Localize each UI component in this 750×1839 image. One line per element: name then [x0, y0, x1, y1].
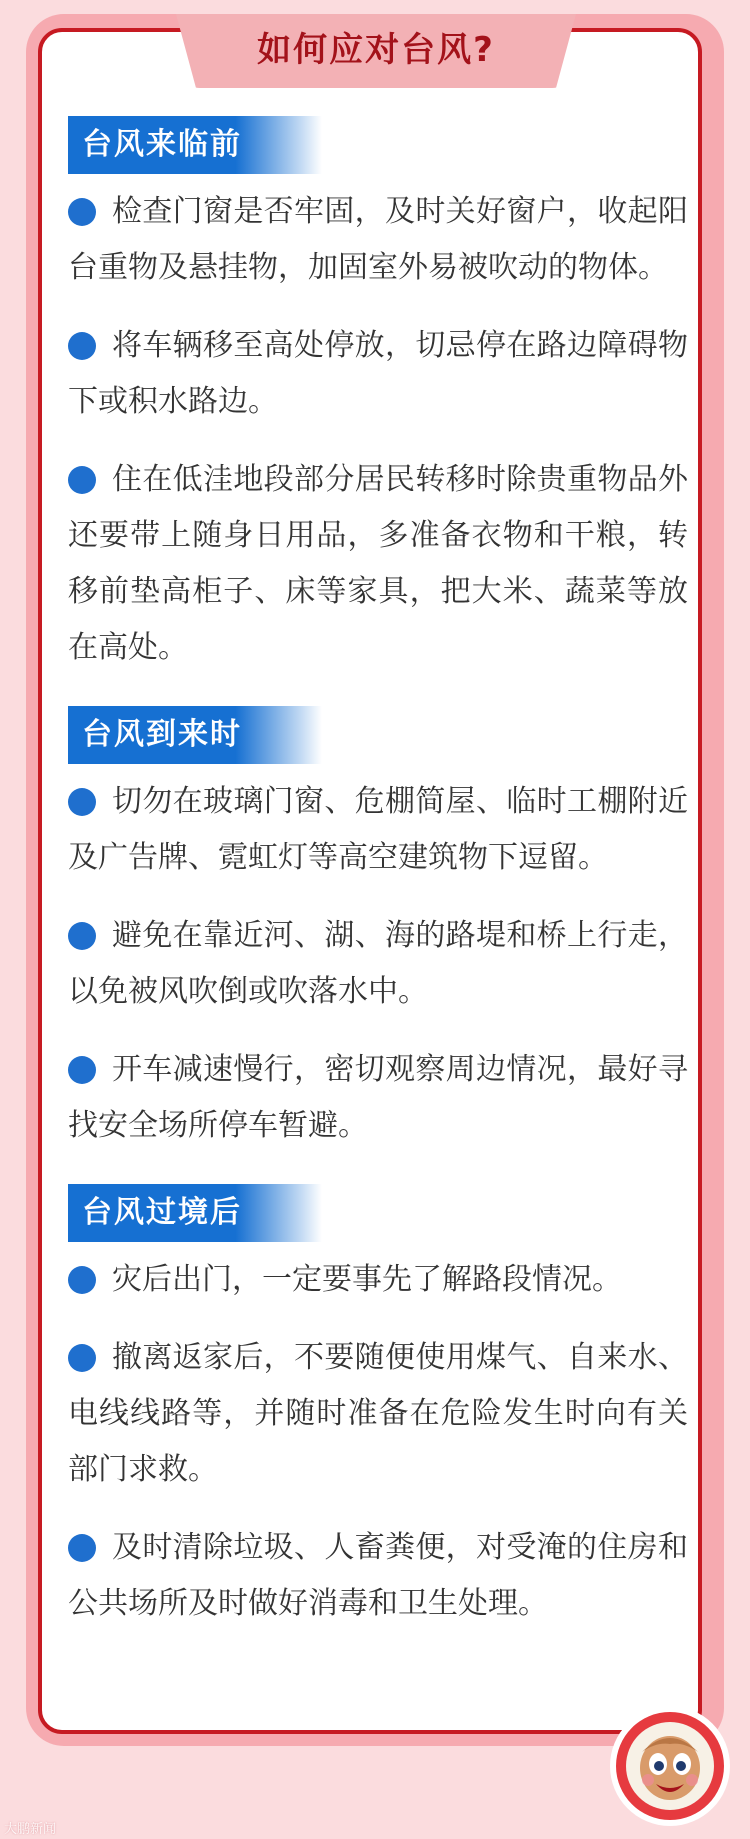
- section-heading: 台风来临前: [68, 116, 322, 174]
- watermark: 大鹏新闻: [4, 1822, 57, 1837]
- circle-bullet-icon: [68, 1056, 96, 1084]
- circle-bullet-icon: [68, 922, 96, 950]
- list-item: [68, 774, 688, 886]
- list-item: [68, 1520, 688, 1632]
- list-item: [68, 1252, 688, 1308]
- circle-bullet-icon: [68, 332, 96, 360]
- list-item: [68, 1330, 688, 1498]
- section-after: [68, 1184, 688, 1632]
- item-text: 住在低洼地段部分居民转移时除贵重物品外还要带上随身日用品，多准备衣物和干粮，转移前垫高柜子、床等家具，把大米、蔬菜等放在高处。: [68, 462, 688, 665]
- item-text: 撤离返家后，不要随便使用煤气、自来水、电线线路等，并随时准备在危险发生时向有关部门求救。: [68, 1340, 688, 1487]
- mascot-icon: [608, 1704, 732, 1828]
- circle-bullet-icon: [68, 1266, 96, 1294]
- section-during: [68, 706, 688, 1154]
- list-item: [68, 184, 688, 296]
- content-area: [68, 116, 688, 1632]
- item-text: 检查门窗是否牢固，及时关好窗户，收起阳台重物及悬挂物，加固室外易被吹动的物体。: [68, 194, 688, 285]
- circle-bullet-icon: [68, 1534, 96, 1562]
- section-before: [68, 116, 688, 676]
- item-text: 将车辆移至高处停放，切忌停在路边障碍物下或积水路边。: [68, 328, 688, 419]
- item-text: 避免在靠近河、湖、海的路堤和桥上行走，以免被风吹倒或吹落水中。: [68, 918, 688, 1009]
- circle-bullet-icon: [68, 466, 96, 494]
- list-item: [68, 908, 688, 1020]
- item-text: 切勿在玻璃门窗、危棚简屋、临时工棚附近及广告牌、霓虹灯等高空建筑物下逗留。: [68, 784, 688, 875]
- list-item: [68, 1042, 688, 1154]
- circle-bullet-icon: [68, 788, 96, 816]
- item-text: 开车减速慢行，密切观察周边情况，最好寻找安全场所停车暂避。: [68, 1052, 688, 1143]
- circle-bullet-icon: [68, 198, 96, 226]
- section-heading: 台风到来时: [68, 706, 322, 764]
- item-text: 灾后出门，一定要事先了解路段情况。: [112, 1262, 622, 1297]
- item-text: 及时清除垃圾、人畜粪便，对受淹的住房和公共场所及时做好消毒和卫生处理。: [68, 1530, 688, 1621]
- circle-bullet-icon: [68, 1344, 96, 1372]
- section-heading: 台风过境后: [68, 1184, 322, 1242]
- list-item: [68, 452, 688, 676]
- page-title: 如何应对台风?: [257, 30, 495, 70]
- list-item: [68, 318, 688, 430]
